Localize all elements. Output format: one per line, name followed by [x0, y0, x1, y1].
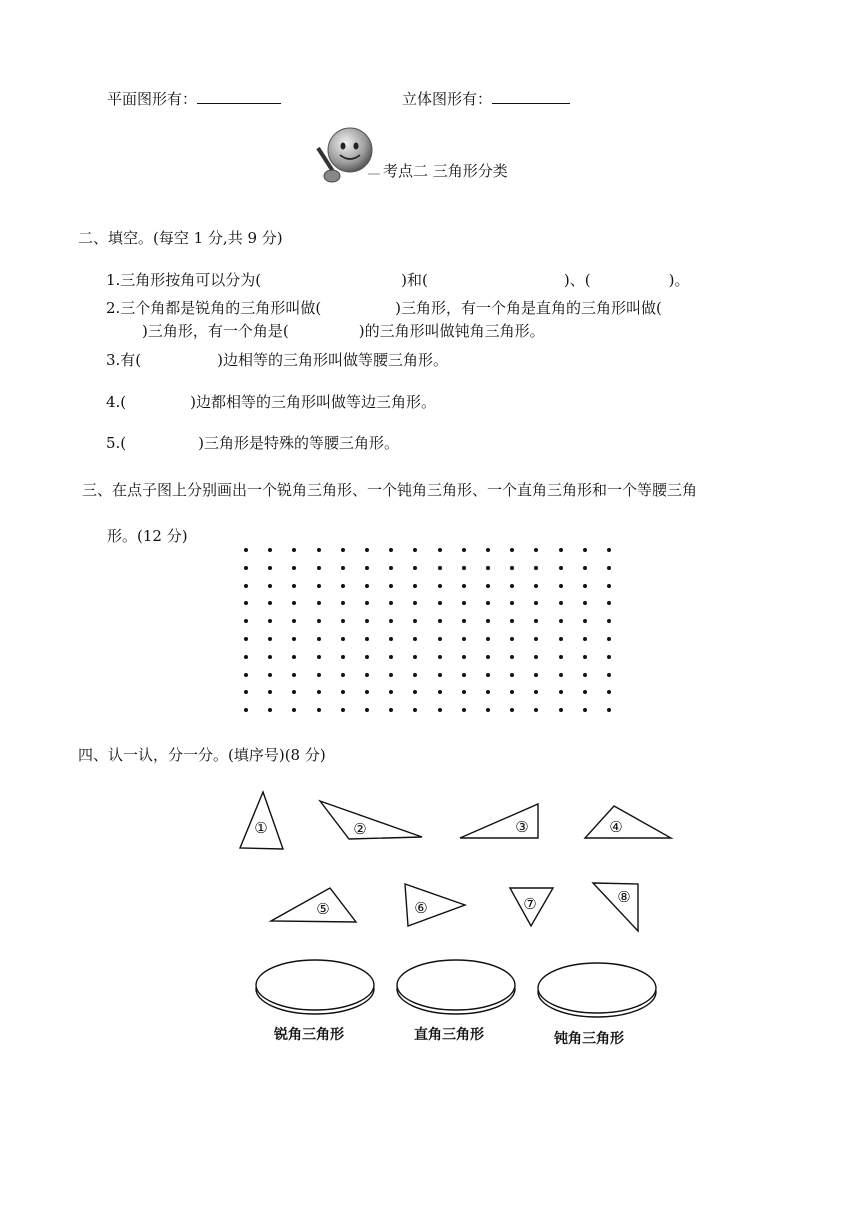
grid-dot — [341, 690, 345, 694]
grid-dot — [607, 619, 611, 623]
grid-dot — [583, 566, 587, 570]
grid-dot — [292, 637, 296, 641]
grid-dot — [583, 548, 587, 552]
grid-dot — [534, 673, 538, 677]
grid-dot — [268, 601, 272, 605]
grid-dot — [559, 566, 563, 570]
grid-dot — [413, 708, 417, 712]
grid-dot — [486, 690, 490, 694]
grid-dot — [462, 690, 466, 694]
grid-dot — [292, 548, 296, 552]
q2-item-3: 3.有( )边相等的三角形叫做等腰三角形。 — [106, 351, 449, 369]
section-title: 考点二 三角形分类 — [383, 162, 508, 180]
grid-dot — [534, 619, 538, 623]
grid-dot — [292, 690, 296, 694]
plate-3-label: 钝角三角形 — [554, 1031, 624, 1047]
grid-dot — [438, 619, 442, 623]
grid-dot — [365, 673, 369, 677]
grid-dot — [317, 655, 321, 659]
grid-dot — [559, 637, 563, 641]
q2-item-4: 4.( )边都相等的三角形叫做等边三角形。 — [106, 393, 437, 411]
grid-dot — [244, 548, 248, 552]
grid-dot — [583, 584, 587, 588]
grid-dot — [462, 637, 466, 641]
grid-dot — [607, 601, 611, 605]
grid-dot — [583, 601, 587, 605]
grid-dot — [244, 619, 248, 623]
plane-figures-label: 平面图形有： — [107, 90, 198, 108]
grid-dot — [510, 548, 514, 552]
grid-dot — [389, 548, 393, 552]
grid-dot — [389, 584, 393, 588]
q2-item-1: 1.三角形按角可以分为( )和( )、( )。 — [106, 271, 690, 289]
grid-dot — [413, 584, 417, 588]
grid-dot — [365, 655, 369, 659]
grid-dot — [413, 601, 417, 605]
grid-dot — [486, 548, 490, 552]
grid-dot — [607, 637, 611, 641]
grid-dot — [510, 619, 514, 623]
grid-dot — [389, 690, 393, 694]
grid-dot — [292, 708, 296, 712]
grid-dot — [607, 690, 611, 694]
grid-dot — [607, 708, 611, 712]
grid-dot — [534, 548, 538, 552]
grid-dot — [486, 637, 490, 641]
triangle-2-label: ② — [353, 820, 367, 838]
grid-dot — [534, 708, 538, 712]
grid-dot — [486, 619, 490, 623]
plane-figures-line — [107, 88, 281, 109]
grid-dot — [583, 690, 587, 694]
grid-dot — [413, 637, 417, 641]
smiley-pencil-icon — [314, 124, 382, 186]
grid-dot — [534, 601, 538, 605]
grid-dot — [486, 566, 490, 570]
triangles-figure — [0, 780, 860, 940]
grid-dot — [317, 601, 321, 605]
grid-dot — [559, 548, 563, 552]
grid-dot — [365, 708, 369, 712]
q2-item-2-line-2: )三角形，有一个角是( )的三角形叫做钝角三角形。 — [142, 322, 545, 340]
grid-dot — [583, 637, 587, 641]
grid-dot — [413, 655, 417, 659]
grid-dot — [389, 655, 393, 659]
plate-2[interactable] — [393, 958, 519, 1018]
grid-dot — [438, 601, 442, 605]
grid-dot — [389, 708, 393, 712]
grid-dot — [244, 637, 248, 641]
grid-dot — [486, 673, 490, 677]
grid-dot — [559, 708, 563, 712]
grid-dot — [583, 655, 587, 659]
grid-dot — [438, 708, 442, 712]
grid-dot — [341, 584, 345, 588]
plate-3[interactable] — [534, 961, 660, 1021]
grid-dot — [510, 708, 514, 712]
grid-dot — [341, 708, 345, 712]
grid-dot — [244, 673, 248, 677]
q3-line-1: 三、在点子图上分别画出一个锐角三角形、一个钝角三角形、一个直角三角形和一个等腰三角 — [82, 481, 698, 499]
grid-dot — [438, 566, 442, 570]
triangle-1-label: ① — [254, 819, 268, 837]
grid-dot — [268, 548, 272, 552]
plate-2-label: 直角三角形 — [414, 1027, 484, 1043]
solid-figures-line — [402, 88, 570, 109]
grid-dot — [413, 673, 417, 677]
grid-dot — [413, 548, 417, 552]
grid-dot — [365, 637, 369, 641]
grid-dot — [292, 619, 296, 623]
grid-dot — [365, 619, 369, 623]
grid-dot — [365, 584, 369, 588]
triangle-8-label: ⑧ — [617, 888, 631, 906]
solid-figures-blank[interactable] — [492, 89, 570, 104]
grid-dot — [438, 690, 442, 694]
grid-dot — [534, 690, 538, 694]
grid-dot — [607, 655, 611, 659]
grid-dot — [510, 584, 514, 588]
grid-dot — [292, 566, 296, 570]
grid-dot — [268, 566, 272, 570]
grid-dot — [413, 690, 417, 694]
grid-dot — [317, 566, 321, 570]
triangle-3-label: ③ — [515, 818, 529, 836]
grid-dot — [534, 566, 538, 570]
grid-dot — [462, 708, 466, 712]
grid-dot — [438, 673, 442, 677]
grid-dot — [438, 637, 442, 641]
grid-dot — [365, 690, 369, 694]
grid-dot — [292, 673, 296, 677]
grid-dot — [317, 548, 321, 552]
grid-dot — [438, 584, 442, 588]
grid-dot — [413, 619, 417, 623]
grid-dot — [317, 637, 321, 641]
grid-dot — [559, 601, 563, 605]
grid-dot — [268, 637, 272, 641]
grid-dot — [389, 619, 393, 623]
grid-dot — [389, 673, 393, 677]
grid-dot — [510, 566, 514, 570]
grid-dot — [438, 548, 442, 552]
grid-dot — [583, 673, 587, 677]
grid-dot — [268, 690, 272, 694]
grid-dot — [244, 708, 248, 712]
grid-dot — [389, 637, 393, 641]
grid-dot — [389, 601, 393, 605]
grid-dot — [534, 637, 538, 641]
triangle-8 — [593, 883, 638, 931]
grid-dot — [583, 708, 587, 712]
triangle-4 — [585, 806, 671, 838]
plate-1-label: 锐角三角形 — [274, 1027, 344, 1043]
grid-dot — [341, 601, 345, 605]
grid-dot — [559, 655, 563, 659]
grid-dot — [462, 584, 466, 588]
grid-dot — [607, 584, 611, 588]
grid-dot — [607, 548, 611, 552]
grid-dot — [559, 619, 563, 623]
grid-dot — [510, 601, 514, 605]
grid-dot — [583, 619, 587, 623]
triangle-5-label: ⑤ — [316, 900, 330, 918]
grid-dot — [510, 673, 514, 677]
grid-dot — [413, 566, 417, 570]
triangle-7-label: ⑦ — [523, 895, 537, 913]
grid-dot — [341, 566, 345, 570]
grid-dot — [486, 584, 490, 588]
grid-dot — [341, 619, 345, 623]
grid-dot — [510, 690, 514, 694]
q2-item-5: 5.( )三角形是特殊的等腰三角形。 — [106, 434, 400, 452]
grid-dot — [534, 655, 538, 659]
grid-dot — [462, 548, 466, 552]
grid-dot — [292, 601, 296, 605]
grid-dot — [607, 673, 611, 677]
grid-dot — [292, 584, 296, 588]
q2-item-2-line-1: 2.三个角都是锐角的三角形叫做( )三角形，有一个角是直角的三角形叫做( — [106, 299, 662, 317]
grid-dot — [462, 566, 466, 570]
q2-title: 二、填空。(每空 1 分,共 9 分) — [78, 229, 283, 247]
grid-dot — [268, 619, 272, 623]
grid-dot — [438, 655, 442, 659]
q3-line-2: 形。(12 分) — [107, 527, 188, 545]
grid-dot — [365, 548, 369, 552]
plane-figures-blank[interactable] — [197, 89, 281, 104]
grid-dot — [559, 673, 563, 677]
grid-dot — [559, 584, 563, 588]
grid-dot — [317, 673, 321, 677]
grid-dot — [244, 566, 248, 570]
solid-figures-label: 立体图形有： — [402, 90, 493, 108]
grid-dot — [607, 566, 611, 570]
grid-dot — [559, 690, 563, 694]
grid-dot — [510, 637, 514, 641]
grid-dot — [462, 619, 466, 623]
grid-dot — [317, 619, 321, 623]
grid-dot — [317, 690, 321, 694]
triangle-4-label: ④ — [609, 818, 623, 836]
grid-dot — [244, 690, 248, 694]
triangle-5 — [271, 888, 356, 922]
grid-dot — [486, 601, 490, 605]
grid-dot — [389, 566, 393, 570]
grid-dot — [365, 601, 369, 605]
grid-dot — [244, 655, 248, 659]
grid-dot — [268, 655, 272, 659]
q4-title: 四、认一认，分一分。(填序号)(8 分) — [78, 746, 326, 764]
grid-dot — [462, 601, 466, 605]
grid-dot — [317, 584, 321, 588]
grid-dot — [462, 673, 466, 677]
grid-dot — [268, 673, 272, 677]
grid-dot — [292, 655, 296, 659]
grid-dot — [510, 655, 514, 659]
triangle-6-label: ⑥ — [414, 899, 428, 917]
grid-dot — [534, 584, 538, 588]
dot-grid[interactable] — [244, 548, 614, 716]
triangle-2 — [320, 801, 422, 839]
grid-dot — [341, 655, 345, 659]
grid-dot — [341, 637, 345, 641]
grid-dot — [486, 708, 490, 712]
grid-dot — [341, 548, 345, 552]
grid-dot — [365, 566, 369, 570]
grid-dot — [268, 584, 272, 588]
grid-dot — [486, 655, 490, 659]
grid-dot — [317, 708, 321, 712]
grid-dot — [244, 584, 248, 588]
grid-dot — [462, 655, 466, 659]
grid-dot — [341, 673, 345, 677]
plate-1[interactable] — [252, 958, 378, 1018]
grid-dot — [268, 708, 272, 712]
grid-dot — [244, 601, 248, 605]
